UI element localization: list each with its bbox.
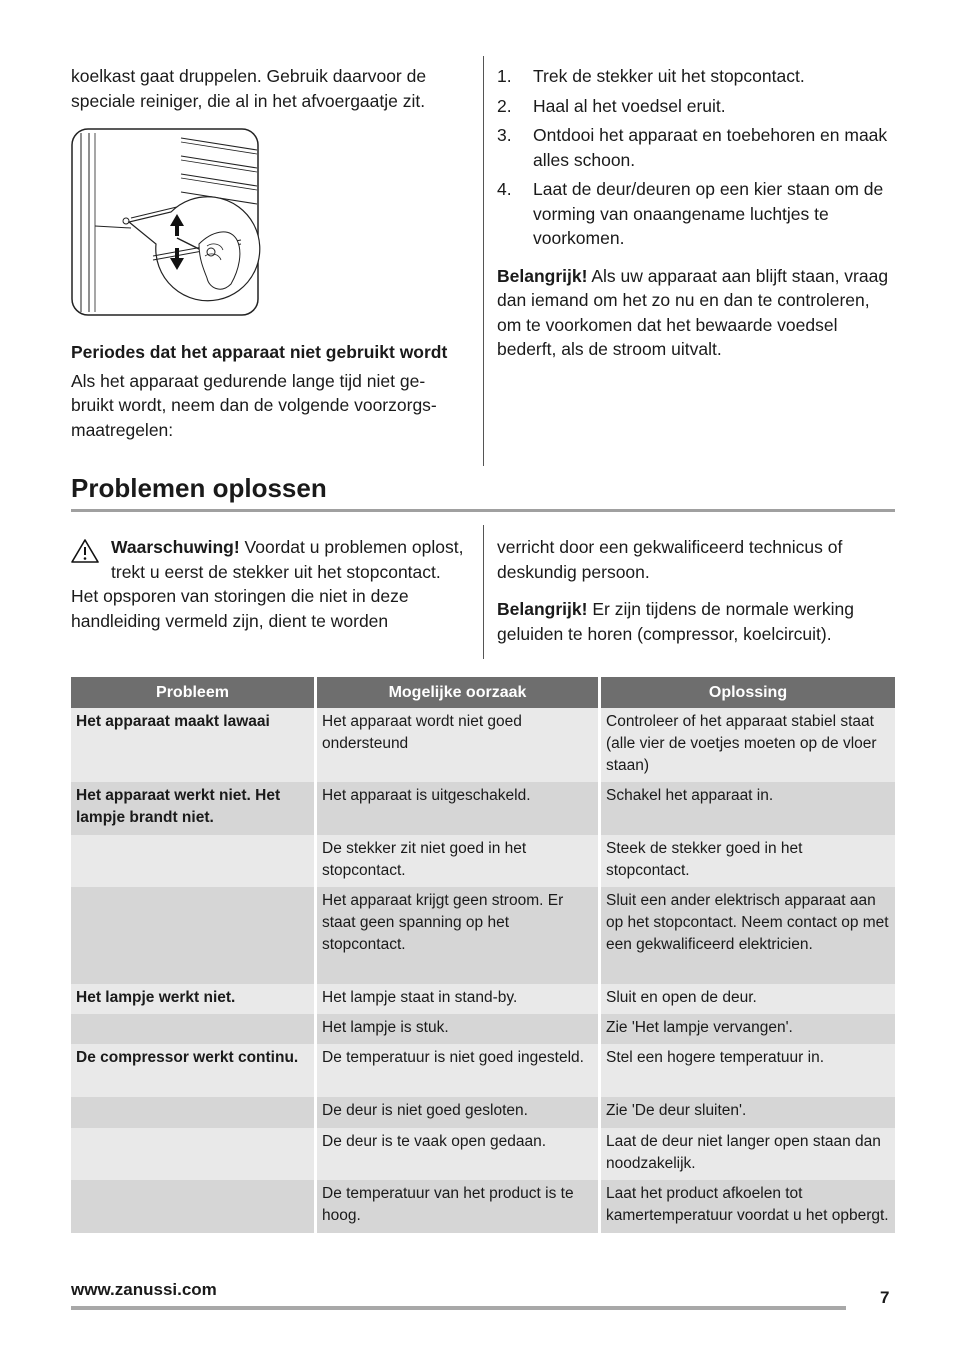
cause-cell: De temperatuur is niet goed ingesteld. [317, 1044, 601, 1097]
warning-first-sentence: Voordat u problemen oplost, trekt u eerst de stekker uit het stopcontact. [111, 537, 464, 582]
cause-cell: Het apparaat is uitgeschakeld. [317, 782, 601, 835]
table-row [71, 782, 895, 835]
column-header-problem: Probleem [71, 677, 317, 708]
table-row [71, 1014, 895, 1044]
step-item [497, 177, 897, 251]
warning-triangle-icon [71, 535, 111, 584]
intro-paragraph: koelkast gaat druppelen. Gebruik daarvoor de speciale reiniger, die al in het afvoergaatje zit. [71, 66, 427, 111]
cause-cell: De temperatuur van het product is te hoog. [317, 1180, 601, 1233]
cause-cell: Het lampje is stuk. [317, 1014, 601, 1044]
warning-continued-text: Het opsporen van storingen die niet in deze handleiding vermeld zijn, dient te worden [71, 586, 409, 631]
step-number: 1. [497, 66, 512, 86]
table-row [71, 708, 895, 782]
column-divider [483, 525, 484, 659]
important-label: Belangrijk! [497, 599, 588, 619]
troubleshooting-table [71, 677, 895, 1233]
important-text: Als uw apparaat aan blijft staan, vraag dan iemand om het zo nu en dan te controleren, om te voorkomen dat het bewaarde voedsel bederft, als de stroom uitvalt. [497, 265, 889, 359]
step-text: Trek de stekker uit het stopcontact. [533, 66, 805, 86]
idle-periods-line: Als het apparaat gedurende lange tijd niet ge- [71, 370, 426, 391]
solution-cell: Sluit en open de deur. [601, 984, 895, 1014]
step-number: 2. [497, 95, 512, 116]
step-text: Haal al het voedsel eruit. [533, 95, 726, 116]
important-label: Belangrijk! [497, 265, 588, 286]
idle-periods-line: bruikt wordt, neem dan de volgende voorzorgs- [71, 395, 437, 415]
cause-cell: De deur is te vaak open gedaan. [317, 1128, 601, 1180]
step-item [497, 123, 897, 172]
table-row [71, 1097, 895, 1128]
solution-cell: Stel een hogere temperatuur in. [601, 1044, 895, 1097]
step-text: Laat de deur/deuren op een kier staan om de vorming van onaangename luchtjes te voorkomen. [533, 179, 884, 248]
warning-text [111, 535, 466, 584]
website-link[interactable]: www.zanussi.com [71, 1280, 217, 1299]
step-number: 4. [497, 179, 512, 199]
problem-cell: Het apparaat werkt niet. Het lampje brandt niet. [71, 782, 317, 835]
step-item [497, 94, 897, 119]
column-header-solution: Oplossing [601, 677, 895, 708]
problem-cell [71, 1180, 317, 1233]
important-note-noise [497, 597, 897, 646]
solution-cell: Laat het product afkoelen tot kamertemperatuur voordat u het opbergt. [601, 1180, 895, 1233]
table-header-row [71, 677, 895, 708]
warning-continuation: verricht door een gekwalificeerd technicus of deskundig persoon. [497, 537, 843, 582]
table-row [71, 887, 895, 984]
problem-cell [71, 1097, 317, 1128]
solution-cell: Laat de deur niet langer open staan dan noodzakelijk. [601, 1128, 895, 1180]
column-header-cause: Mogelijke oorzaak [317, 677, 601, 708]
idle-periods-heading: Periodes dat het apparaat niet gebruikt wordt [71, 342, 448, 362]
solution-cell: Zie 'De deur sluiten'. [601, 1097, 895, 1128]
problem-cell: Het lampje werkt niet. [71, 984, 317, 1014]
warning-label: Waarschuwing! [111, 537, 240, 557]
step-text: Ontdooi het apparaat en toebehoren en maak alles schoon. [533, 125, 888, 170]
problem-cell [71, 1128, 317, 1180]
problem-cell: De compressor werkt continu. [71, 1044, 317, 1097]
solution-cell: Steek de stekker goed in het stopcontact. [601, 835, 895, 887]
cause-cell: Het lampje staat in stand-by. [317, 984, 601, 1014]
right-column-top [497, 64, 897, 362]
table-row [71, 1128, 895, 1180]
footer-rule [71, 1306, 846, 1310]
page-number: 7 [880, 1288, 890, 1307]
idle-periods-body [71, 369, 471, 443]
step-number: 3. [497, 125, 512, 145]
cause-cell: De deur is niet goed gesloten. [317, 1097, 601, 1128]
problem-cell [71, 835, 317, 887]
important-note [497, 264, 897, 362]
warning-block [71, 535, 466, 633]
solution-cell: Zie 'Het lampje vervangen'. [601, 1014, 895, 1044]
solution-cell: Sluit een ander elektrisch apparaat aan op het stopcontact. Neem contact op met een gekwalificeerd elektricien. [601, 887, 895, 984]
preparation-steps [497, 64, 897, 251]
table-row [71, 1044, 895, 1097]
step-item [497, 64, 897, 89]
section-title: Problemen oplossen [71, 470, 895, 512]
cause-cell: Het apparaat wordt niet goed ondersteund [317, 708, 601, 782]
column-divider [483, 56, 484, 466]
cause-cell: De stekker zit niet goed in het stopcontact. [317, 835, 601, 887]
solution-cell: Controleer of het apparaat stabiel staat (alle vier de voetjes moeten op de vloer staan) [601, 708, 895, 782]
solution-cell: Schakel het apparaat in. [601, 782, 895, 835]
problem-cell: Het apparaat maakt lawaai [71, 708, 317, 782]
left-column-top [71, 64, 471, 442]
warning-block-right [497, 535, 897, 646]
warning-row [71, 535, 466, 584]
drain-cleaning-illustration [71, 128, 261, 318]
cause-cell: Het apparaat krijgt geen stroom. Er staat geen spanning op het stopcontact. [317, 887, 601, 984]
idle-periods-line: maatregelen: [71, 419, 174, 440]
important-text: Er zijn tijdens de normale werking geluiden te horen (compressor, koelcircuit). [497, 599, 854, 644]
table-row [71, 1180, 895, 1233]
table-row [71, 984, 895, 1014]
table-row [71, 835, 895, 887]
problem-cell [71, 887, 317, 984]
problem-cell [71, 1014, 317, 1044]
